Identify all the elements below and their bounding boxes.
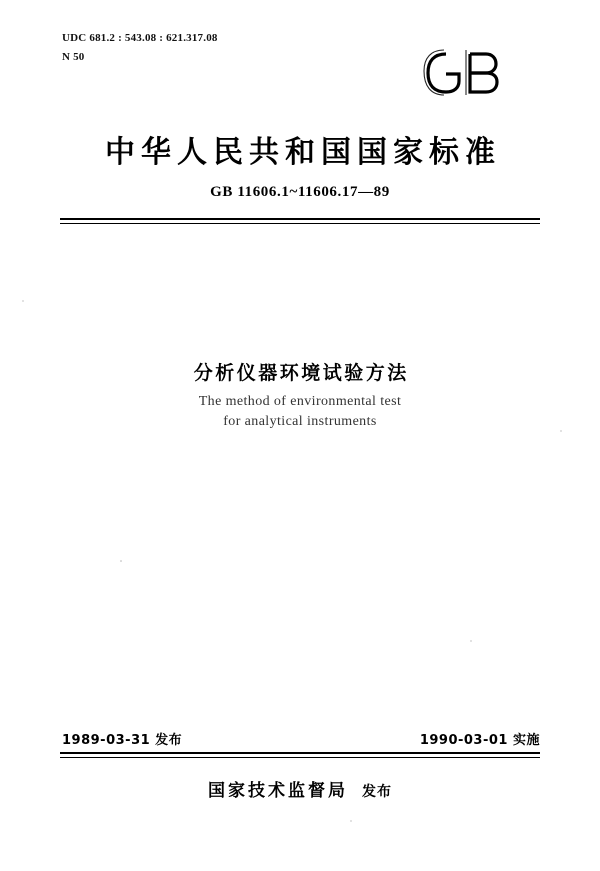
divider-top-thick	[60, 218, 540, 220]
subject-title-english-line-1: The method of environmental test	[198, 394, 402, 409]
scan-speck	[22, 300, 24, 302]
scan-speck	[120, 560, 122, 562]
divider-bottom-thick	[60, 752, 540, 754]
gb-emblem-icon	[398, 40, 518, 106]
subject-title-english-line-2: for analytical instruments	[223, 414, 377, 429]
publisher-verb: 发布	[362, 784, 392, 800]
divider-top-thin	[60, 223, 540, 224]
page-title: 中华人民共和国国家标准	[105, 135, 501, 170]
divider-bottom-thin	[60, 757, 540, 758]
effective-date: 1990-03-01 实施	[419, 733, 540, 748]
standard-number: GB 11606.1~11606.17—89	[210, 184, 390, 200]
publisher-line	[0, 776, 600, 801]
scan-speck	[350, 820, 352, 822]
scan-speck	[560, 430, 562, 432]
udc-classification	[62, 30, 218, 66]
issue-date: 1989-03-31 发布	[62, 733, 183, 748]
publisher-name: 国家技术监督局	[208, 781, 348, 801]
subject-title-english	[0, 392, 600, 432]
udc-line-2: N 50	[62, 51, 85, 63]
scan-speck	[470, 640, 472, 642]
udc-line-1: UDC 681.2 : 543.08 : 621.317.08	[62, 32, 218, 44]
subject-title-chinese: 分析仪器环境试验方法	[193, 362, 409, 384]
